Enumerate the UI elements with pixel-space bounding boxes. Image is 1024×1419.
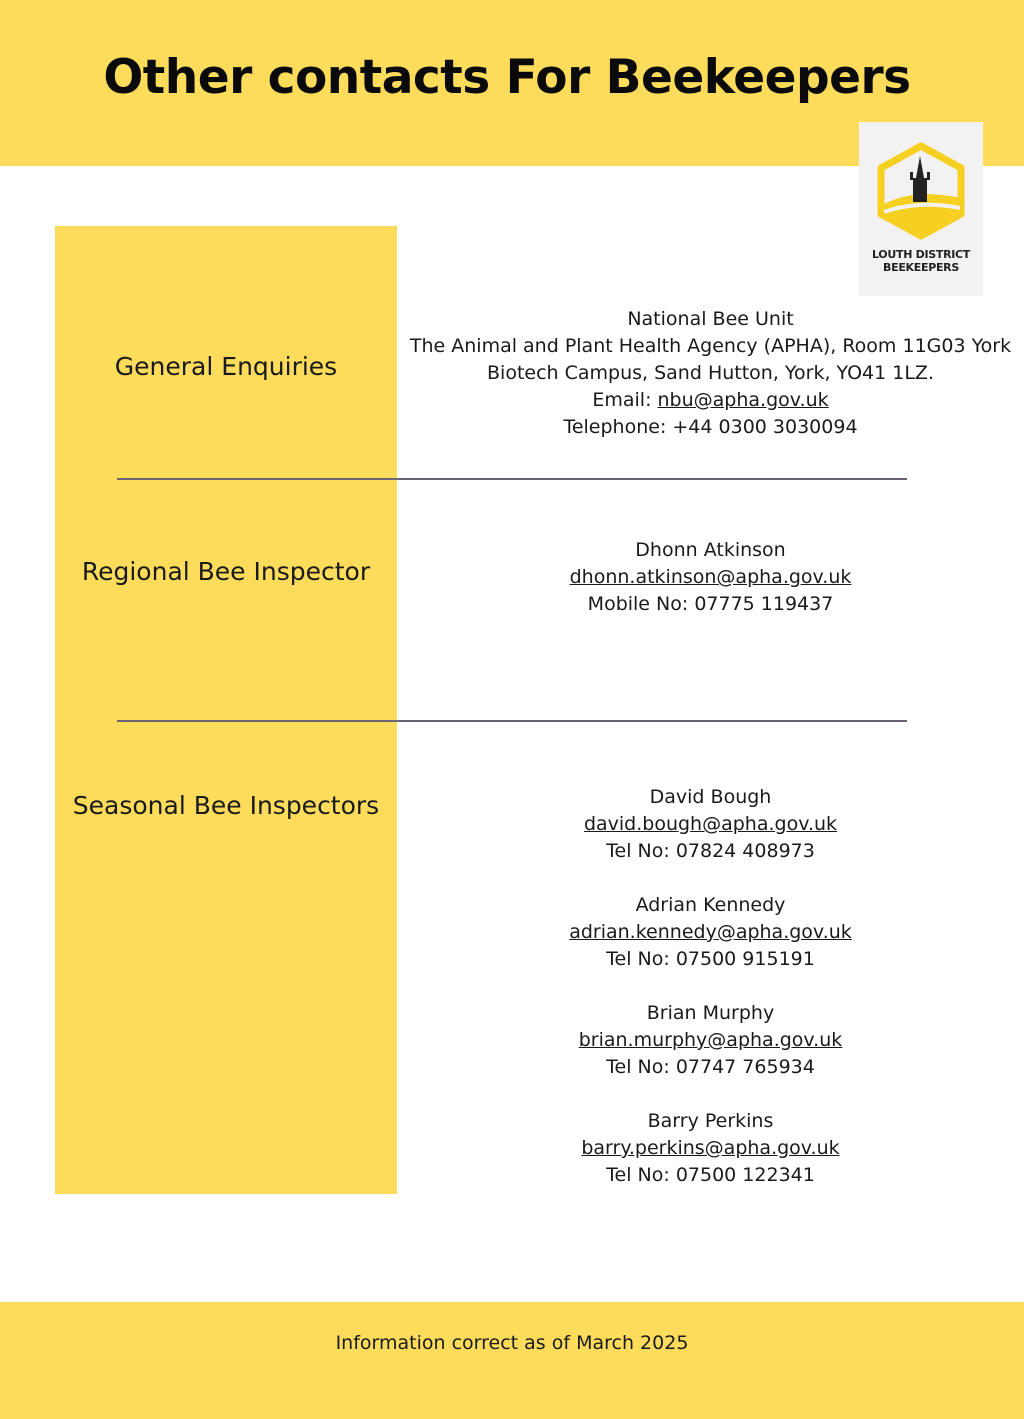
- phone: Tel No: 07500 122341: [606, 1164, 815, 1186]
- club-logo: [859, 122, 983, 296]
- phone: Mobile No: 07775 119437: [587, 593, 834, 615]
- seasonal-inspectors-label: Seasonal Bee Inspectors: [72, 791, 380, 820]
- logo-wordmark: LOUTH DISTRICT BEEKEEPERS: [871, 248, 971, 274]
- email-link[interactable]: adrian.kennedy@apha.gov.uk: [569, 921, 852, 943]
- regional-inspector-details: [397, 537, 1024, 618]
- email-link[interactable]: nbu@apha.gov.uk: [657, 389, 829, 411]
- address-line-2: Biotech Campus, Sand Hutton, York, YO41 1LZ.: [487, 362, 934, 384]
- general-enquiries-label: General Enquiries: [114, 352, 338, 381]
- inspector-name: Dhonn Atkinson: [635, 539, 786, 561]
- inspector-name: Barry Perkins: [647, 1110, 774, 1132]
- email-link[interactable]: david.bough@apha.gov.uk: [583, 813, 838, 835]
- inspector-name: Adrian Kennedy: [635, 894, 786, 916]
- regional-inspector-label: Regional Bee Inspector: [81, 557, 371, 586]
- email-link[interactable]: brian.murphy@apha.gov.uk: [578, 1029, 843, 1051]
- email-line: Email: nbu@apha.gov.uk: [592, 389, 829, 411]
- inspector-name: David Bough: [649, 786, 772, 808]
- hive-church-logo-icon: [876, 142, 966, 242]
- section-divider: [117, 720, 907, 722]
- org-name: National Bee Unit: [627, 308, 794, 330]
- phone: Tel No: 07747 765934: [606, 1056, 815, 1078]
- address-line-1: The Animal and Plant Health Agency (APHA), Room 11G03 York: [409, 335, 1012, 357]
- page-title: Other contacts For Beekeepers: [103, 50, 911, 105]
- section-divider: [117, 478, 907, 480]
- email-link[interactable]: barry.perkins@apha.gov.uk: [581, 1137, 840, 1159]
- email-link[interactable]: dhonn.atkinson@apha.gov.uk: [569, 566, 852, 588]
- general-enquiries-details: [397, 306, 1024, 441]
- phone: Tel No: 07500 915191: [606, 948, 815, 970]
- seasonal-inspectors-details: [397, 784, 1024, 1189]
- footer-band: [0, 1302, 1024, 1419]
- inspector-name: Brian Murphy: [646, 1002, 775, 1024]
- phone: Tel No: 07824 408973: [606, 840, 815, 862]
- footer-note: Information correct as of March 2025: [335, 1332, 689, 1354]
- telephone: Telephone: +44 0300 3030094: [563, 416, 858, 438]
